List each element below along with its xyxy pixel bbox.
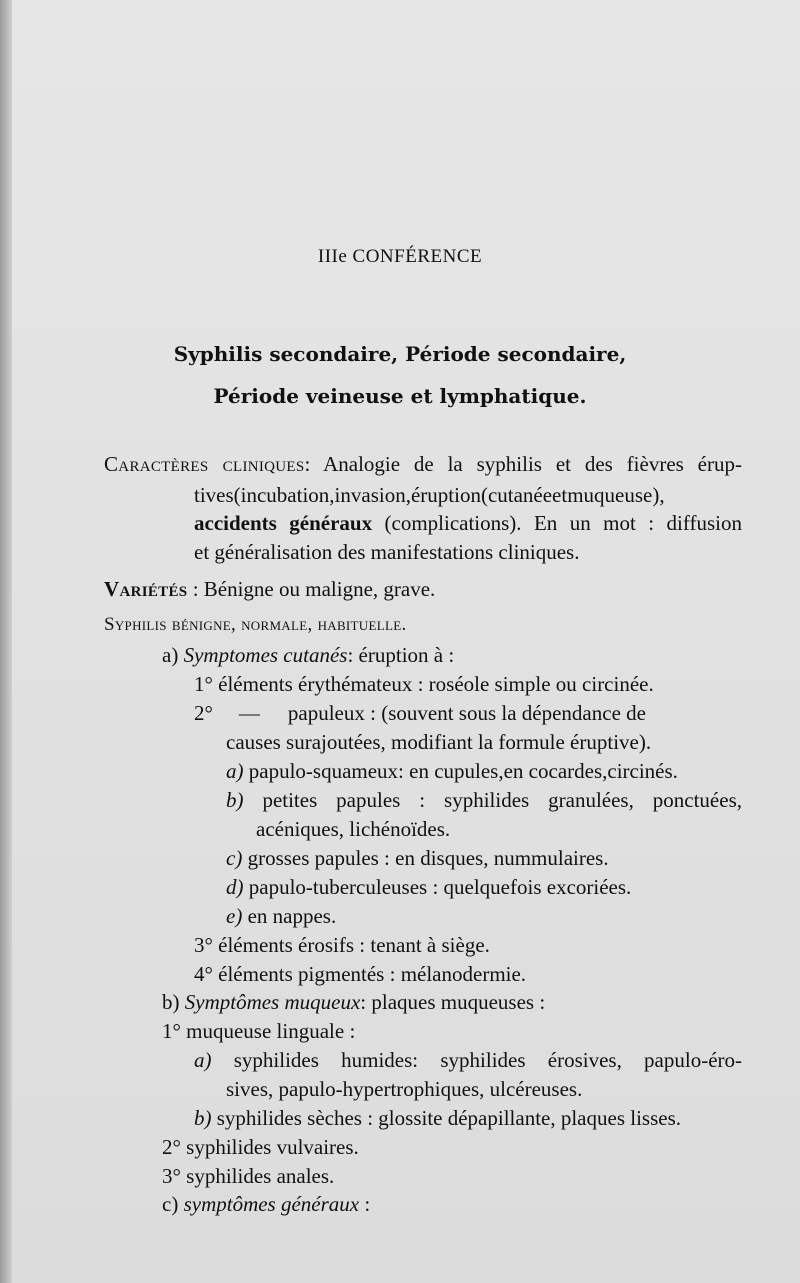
cutanes-sub-c-text: grosses papules : en disques, nummulaires. (247, 846, 609, 870)
cutanes-sub-b-text: petites papules : syphilides granulées, ponctuées, (262, 788, 742, 812)
cutanes-item-4: 4° éléments pigmentés : mélanodermie. (194, 962, 527, 986)
cutanes-sub-c-marker: c) (226, 846, 243, 870)
muqueux-sub-b (194, 1106, 681, 1130)
cutanes-sub-a (226, 759, 678, 783)
cutanes-sub-a-marker: a) (226, 759, 244, 783)
page-edge-shadow (0, 0, 12, 1283)
generaux-marker: c) (162, 1192, 179, 1216)
cutanes-sub-b-marker: b) (226, 788, 244, 812)
cutanes-sub-d-text: papulo-tuberculeuses : quelquefois excoriées. (248, 875, 632, 899)
cutanes-sub-b-cont: acéniques, lichénoïdes. (256, 817, 451, 841)
cutanes-item-3: 3° éléments érosifs : tenant à siège. (194, 933, 490, 957)
generaux-rest: : (359, 1192, 371, 1216)
accidents-generaux: accidents généraux (194, 511, 373, 535)
varietes-label: Variétés (104, 577, 188, 601)
varietes-text: : Bénigne ou maligne, grave. (187, 577, 436, 601)
cutanes-item-2-dash: — (238, 701, 260, 725)
muqueux-sub-b-marker: b) (194, 1106, 212, 1130)
caracteres-line-3 (194, 511, 742, 535)
cutanes-sub-c (226, 846, 609, 870)
muqueux-sub-a-marker: a) (194, 1048, 212, 1072)
caracteres-line-1 (104, 452, 742, 476)
caracteres-text-1: : Analogie de la syphilis et des fièvres érup- (304, 452, 742, 476)
muqueux-sub-a-text: syphilides humides: syphilides érosives, papulo-éro- (233, 1048, 743, 1072)
cutanes-item-2-text: papuleux : (souvent sous la dépendance de (287, 701, 646, 725)
caracteres-text-3: (complications). En un mot : diffusion (372, 511, 742, 535)
cutanes-sub-e-text: en nappes. (247, 904, 337, 928)
cutanes-rest: : éruption à : (347, 643, 455, 667)
generaux-heading (162, 1192, 370, 1216)
muqueux-sub-b-text: syphilides sèches : glossite dépapillante, plaques lisses. (216, 1106, 682, 1130)
muqueux-heading (162, 990, 545, 1014)
muqueux-label: Symptômes muqueux (184, 990, 361, 1014)
muqueux-sub-a (194, 1048, 742, 1072)
muqueux-rest: : plaques muqueuses : (360, 990, 546, 1014)
cutanes-sub-b (226, 788, 742, 812)
cutanes-sub-a-text: papulo-squameux: en cupules,en cocardes,circinés. (248, 759, 678, 783)
muqueux-marker: b) (162, 990, 180, 1014)
conference-title: IIIe CONFÉRENCE (317, 246, 483, 267)
cutanes-sub-d (226, 875, 631, 899)
cutanes-heading (162, 643, 454, 667)
chapter-title-line-2: Période veineuse et lymphatique. (213, 384, 587, 408)
muqueux-item-1: 1° muqueuse linguale : (162, 1019, 356, 1043)
cutanes-sub-e-marker: e) (226, 904, 243, 928)
muqueux-sub-a-cont: sives, papulo-hypertrophiques, ulcéreuses. (226, 1077, 583, 1101)
generaux-label: symptômes généraux (183, 1192, 360, 1216)
cutanes-item-2-num: 2° (194, 701, 213, 725)
cutanes-label: Symptomes cutanés (183, 643, 348, 667)
cutanes-item-1: 1° éléments érythémateux : roséole simple ou circinée. (194, 672, 654, 696)
cutanes-item-2 (194, 701, 742, 725)
cutanes-sub-e (226, 904, 336, 928)
caracteres-label: Caractères cliniques (104, 452, 305, 476)
caracteres-line-2: tives(incubation,invasion,éruption(cutanéeetmuqueuse), (194, 483, 665, 507)
muqueux-item-3: 3° syphilides anales. (162, 1164, 335, 1188)
cutanes-item-2-cont: causes surajoutées, modifiant la formule éruptive). (226, 730, 652, 754)
varietes-line (104, 577, 435, 601)
chapter-title-line-1: Syphilis secondaire, Période secondaire, (173, 342, 627, 366)
cutanes-marker: a) (162, 643, 179, 667)
muqueux-item-2: 2° syphilides vulvaires. (162, 1135, 359, 1159)
syphilis-benigne-heading: Syphilis bénigne, normale, habituelle. (104, 614, 407, 635)
caracteres-line-4: et généralisation des manifestations cliniques. (194, 540, 580, 564)
cutanes-sub-d-marker: d) (226, 875, 244, 899)
